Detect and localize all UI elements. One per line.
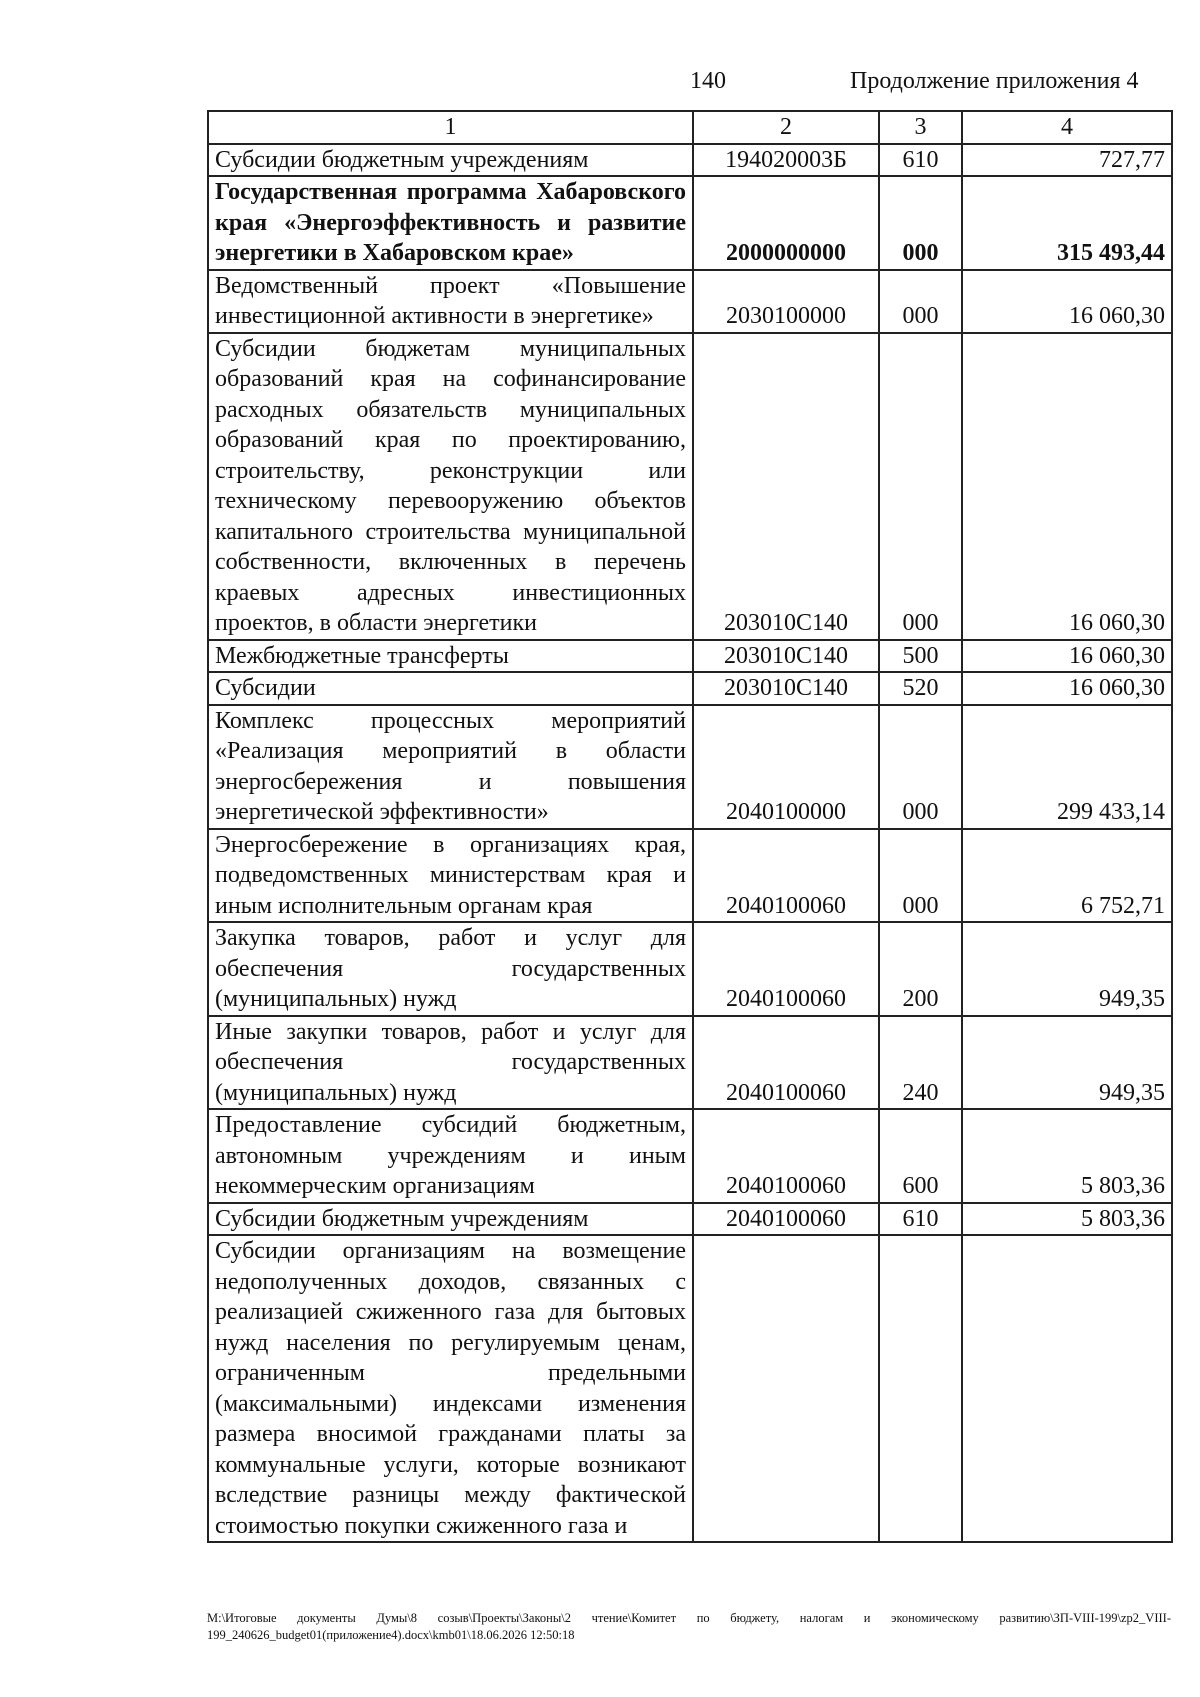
budget-table-body	[208, 111, 1172, 1542]
table-row	[208, 1203, 1172, 1236]
row-sum-cell: 949,35	[962, 1016, 1172, 1110]
row-sum-cell: 5 803,36	[962, 1109, 1172, 1203]
row-code-cell: 2040100060	[693, 1016, 879, 1110]
row-type-cell: 000	[879, 705, 962, 829]
row-code-cell: 2030100000	[693, 270, 879, 333]
table-row	[208, 922, 1172, 1016]
column-header-4: 4	[962, 111, 1172, 144]
row-code-cell: 203010С140	[693, 333, 879, 640]
row-sum-cell: 949,35	[962, 922, 1172, 1016]
row-type-cell: 610	[879, 144, 962, 177]
row-name-cell: Субсидии бюджетным учреждениям	[208, 144, 693, 177]
row-name-cell: Субсидии	[208, 672, 693, 705]
row-name-cell: Иные закупки товаров, работ и услуг для обеспечения государственных (муниципальных) нужд	[208, 1016, 693, 1110]
table-row	[208, 1016, 1172, 1110]
row-type-cell: 200	[879, 922, 962, 1016]
table-row	[208, 333, 1172, 640]
row-name-cell: Субсидии бюджетам муниципальных образований края на софинансирование расходных обязательств муниципальных образований края по проектированию, строительству, реконструкции или техническому перевооружению объектов капитального строительства муниципальной собственности, включенных в перечень краевых адресных инвестиционных проектов, в области энергетики	[208, 333, 693, 640]
row-sum-cell	[962, 1235, 1172, 1542]
row-sum-cell: 16 060,30	[962, 270, 1172, 333]
page-number: 140	[690, 68, 726, 94]
row-name-cell: Ведомственный проект «Повышение инвестиционной активности в энергетике»	[208, 270, 693, 333]
table-row	[208, 640, 1172, 673]
row-name-cell: Энергосбережение в организациях края, подведомственных министерствам края и иным исполнительным органам края	[208, 829, 693, 923]
table-row	[208, 1109, 1172, 1203]
table-row	[208, 144, 1172, 177]
row-type-cell: 000	[879, 829, 962, 923]
row-name-cell: Закупка товаров, работ и услуг для обеспечения государственных (муниципальных) нужд	[208, 922, 693, 1016]
column-header-3: 3	[879, 111, 962, 144]
row-code-cell	[693, 1235, 879, 1542]
row-sum-cell: 5 803,36	[962, 1203, 1172, 1236]
row-sum-cell: 16 060,30	[962, 672, 1172, 705]
row-type-cell: 600	[879, 1109, 962, 1203]
row-name-cell: Межбюджетные трансферты	[208, 640, 693, 673]
table-header-row	[208, 111, 1172, 144]
row-code-cell: 194020003Б	[693, 144, 879, 177]
table-row	[208, 270, 1172, 333]
table-row	[208, 1235, 1172, 1542]
column-header-1: 1	[208, 111, 693, 144]
file-path-footer: M:\Итоговые документы Думы\8 созыв\Проекты\Законы\2 чтение\Комитет по бюджету, налогам и экономическому развитию\ЗП-VIII-199\zp2_VIII-199_240626_budget01(приложение4).docx\kmb01\18.06.2026 12:50:18	[207, 1611, 1171, 1642]
row-sum-cell: 727,77	[962, 144, 1172, 177]
row-name-cell: Государственная программа Хабаровского края «Энергоэффективность и развитие энергетики в Хабаровском крае»	[208, 176, 693, 270]
row-sum-cell: 6 752,71	[962, 829, 1172, 923]
row-code-cell: 2040100060	[693, 922, 879, 1016]
row-type-cell: 000	[879, 176, 962, 270]
row-type-cell: 520	[879, 672, 962, 705]
table-row	[208, 176, 1172, 270]
row-code-cell: 2000000000	[693, 176, 879, 270]
row-type-cell: 500	[879, 640, 962, 673]
row-sum-cell: 315 493,44	[962, 176, 1172, 270]
budget-table	[207, 110, 1173, 1543]
row-sum-cell: 299 433,14	[962, 705, 1172, 829]
row-code-cell: 2040100060	[693, 1203, 879, 1236]
appendix-continuation-label: Продолжение приложения 4	[850, 68, 1139, 94]
row-sum-cell: 16 060,30	[962, 333, 1172, 640]
row-name-cell: Субсидии организациям на возмещение недополученных доходов, связанных с реализацией сжиженного газа для бытовых нужд населения по регулируемым ценам, ограниченным предельными (максимальными) индексами изменения размера вносимой гражданами платы за коммунальные услуги, которые возникают вследствие разницы между фактической стоимостью покупки сжиженного газа и	[208, 1235, 693, 1542]
row-code-cell: 203010С140	[693, 640, 879, 673]
row-code-cell: 2040100060	[693, 1109, 879, 1203]
table-row	[208, 705, 1172, 829]
row-code-cell: 203010С140	[693, 672, 879, 705]
table-row	[208, 829, 1172, 923]
row-name-cell: Предоставление субсидий бюджетным, автономным учреждениям и иным некоммерческим организациям	[208, 1109, 693, 1203]
row-code-cell: 2040100000	[693, 705, 879, 829]
table-row	[208, 672, 1172, 705]
row-name-cell: Комплекс процессных мероприятий «Реализация мероприятий в области энергосбережения и повышения энергетической эффективности»	[208, 705, 693, 829]
row-type-cell	[879, 1235, 962, 1542]
column-header-2: 2	[693, 111, 879, 144]
row-type-cell: 000	[879, 333, 962, 640]
row-type-cell: 240	[879, 1016, 962, 1110]
row-sum-cell: 16 060,30	[962, 640, 1172, 673]
row-type-cell: 610	[879, 1203, 962, 1236]
row-name-cell: Субсидии бюджетным учреждениям	[208, 1203, 693, 1236]
row-code-cell: 2040100060	[693, 829, 879, 923]
row-type-cell: 000	[879, 270, 962, 333]
